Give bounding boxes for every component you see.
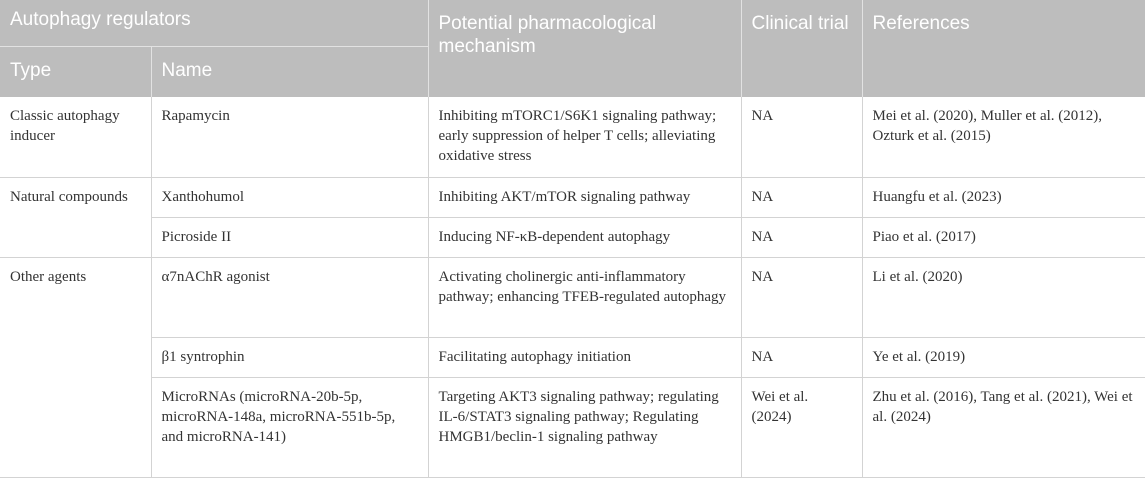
header-autophagy-regulators: Autophagy regulators: [0, 0, 428, 47]
cell-references: Mei et al. (2020), Muller et al. (2012), Ozturk et al. (2015): [862, 97, 1145, 177]
header-mechanism: Potential pharmacological mechanism: [428, 0, 741, 97]
cell-name: Rapamycin: [151, 97, 428, 177]
table-body: [0, 97, 1145, 477]
table-row: [0, 337, 1145, 377]
cell-clinical-trial: NA: [741, 177, 862, 217]
header-type: Type: [0, 47, 151, 98]
cell-references: Zhu et al. (2016), Tang et al. (2021), Wei et al. (2024): [862, 377, 1145, 477]
table-row: [0, 177, 1145, 217]
cell-references: Li et al. (2020): [862, 257, 1145, 337]
table-row: [0, 377, 1145, 477]
cell-mechanism: Inducing NF-κB-dependent autophagy: [428, 217, 741, 257]
cell-mechanism: Activating cholinergic anti-inflammatory pathway; enhancing TFEB-regulated autophagy: [428, 257, 741, 337]
cell-clinical-trial: Wei et al. (2024): [741, 377, 862, 477]
cell-name: β1 syntrophin: [151, 337, 428, 377]
cell-clinical-trial: NA: [741, 217, 862, 257]
cell-name: Picroside II: [151, 217, 428, 257]
cell-clinical-trial: NA: [741, 257, 862, 337]
cell-mechanism: Inhibiting AKT/mTOR signaling pathway: [428, 177, 741, 217]
cell-name: Xanthohumol: [151, 177, 428, 217]
header-clinical-trial: Clinical trial: [741, 0, 862, 97]
table-row: [0, 217, 1145, 257]
cell-references: Huangfu et al. (2023): [862, 177, 1145, 217]
table-row: [0, 97, 1145, 177]
cell-references: Piao et al. (2017): [862, 217, 1145, 257]
cell-type: Natural compounds: [0, 177, 151, 257]
table-header: [0, 0, 1145, 97]
cell-type: Classic autophagy inducer: [0, 97, 151, 177]
cell-mechanism: Targeting AKT3 signaling pathway; regulating IL-6/STAT3 signaling pathway; Regulating HMGB1/beclin-1 signaling pathway: [428, 377, 741, 477]
cell-clinical-trial: NA: [741, 97, 862, 177]
table-row: [0, 257, 1145, 337]
cell-mechanism: Facilitating autophagy initiation: [428, 337, 741, 377]
cell-name: MicroRNAs (microRNA-20b-5p, microRNA-148a, microRNA-551b-5p, and microRNA-141): [151, 377, 428, 477]
cell-name: α7nAChR agonist: [151, 257, 428, 337]
cell-clinical-trial: NA: [741, 337, 862, 377]
header-references: References: [862, 0, 1145, 97]
cell-references: Ye et al. (2019): [862, 337, 1145, 377]
header-name: Name: [151, 47, 428, 98]
cell-type: Other agents: [0, 257, 151, 477]
cell-mechanism: Inhibiting mTORC1/S6K1 signaling pathway; early suppression of helper T cells; alleviating oxidative stress: [428, 97, 741, 177]
